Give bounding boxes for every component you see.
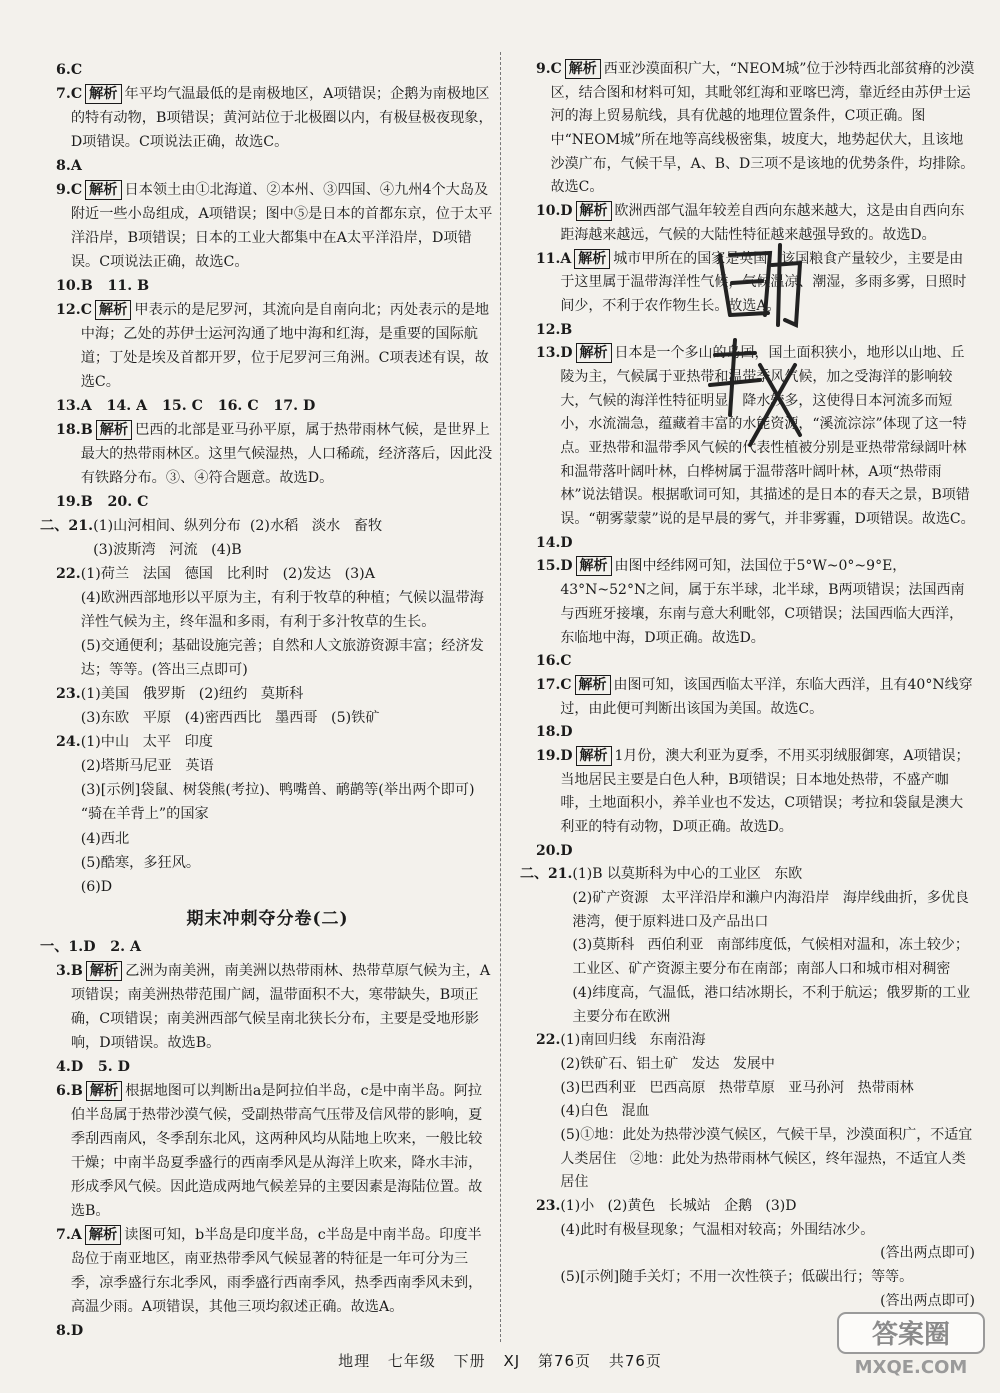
answer-choice: D bbox=[560, 345, 573, 362]
answer-entry bbox=[520, 1195, 975, 1313]
answer-line: (1)山河相间、纵列分布 (2)水稻 淡水 畜牧 bbox=[93, 518, 383, 535]
question-number: 23. bbox=[536, 1198, 561, 1214]
analysis-tag: 解析 bbox=[576, 343, 612, 363]
question-number: 12. bbox=[56, 302, 81, 319]
analysis-text: 由图中经纬网可知，法国位于5°W~0°~9°E，43°N~52°N之间，属于东半球，北半球，B两项错误；法国西南与西班牙接壤，东南与意大利毗邻，C项错误；法国西临大西洋，东临地中海，D项正确。故选D。 bbox=[560, 558, 965, 646]
footer-page: 第76页 bbox=[537, 1352, 592, 1370]
answer-note: (答出两点即可) bbox=[880, 1245, 975, 1262]
answer-line: (2)铁矿石、铝土矿 发达 发展中 bbox=[560, 1055, 775, 1072]
answer-choice: C bbox=[550, 61, 562, 77]
analysis-text: 根据地图可以判断出a是阿拉伯半岛，c是中南半岛。阿拉伯半岛属于热带沙漠气候，受副热带高气压带及信风带的影响，夏季刮西南风，冬季刮东北风，这两种风均从陆地上吹来，一般比较干燥；中南半岛夏季盛行的西南季风是从海洋上吹来，降水丰沛，形成季风气候。因此造成两地气候差异的主要因素是海陆位置。故选B。 bbox=[70, 1082, 483, 1219]
answer-body bbox=[560, 745, 975, 840]
question-number: 6. bbox=[56, 62, 71, 78]
answer-body bbox=[81, 274, 495, 298]
answer-choice: D bbox=[560, 724, 573, 741]
question-number: 19. bbox=[56, 494, 81, 511]
answer-choice: D bbox=[70, 1322, 84, 1339]
answer-line: (3)莫斯科 西伯利亚 南部纬度低，气候相对温和，冻土较少；工业区、矿产资源主要分布在南部；南部人口和城市相对稠密 bbox=[572, 937, 969, 978]
answer-body bbox=[71, 1319, 495, 1343]
question-number: 20. bbox=[536, 842, 561, 859]
answer-body bbox=[560, 1195, 975, 1313]
answer-choice: B 11. B bbox=[80, 278, 150, 295]
answer-choice: C bbox=[560, 676, 572, 693]
question-number: 18. bbox=[536, 724, 561, 741]
footer-grade: 七年级 bbox=[387, 1352, 436, 1370]
question-number: 8. bbox=[56, 1322, 71, 1339]
left-column bbox=[40, 58, 495, 1343]
answer-body bbox=[71, 154, 495, 178]
answer-line: (2)矿产资源 太平洋沿岸和濑户内海沿岸 海岸线曲折，多优良港湾，便于原料进口及产品出口 bbox=[572, 890, 969, 930]
answer-body bbox=[551, 58, 975, 200]
answer-line: (2)塔斯马尼亚 英语 bbox=[80, 758, 214, 775]
answer-line: (5)①地：此处为热带沙漠气候区，气候干旱，沙漠面积广，不适宜人类居住 ②地：此处为热带雨林气候区，终年湿热，不适宜人类居住 bbox=[560, 1126, 973, 1191]
answer-entry bbox=[40, 959, 495, 1055]
answer-body bbox=[560, 532, 975, 556]
answer-choice: C bbox=[560, 653, 572, 670]
answer-entry bbox=[520, 532, 975, 556]
answer-entry bbox=[40, 1223, 495, 1319]
answer-body bbox=[81, 394, 495, 418]
answer-body bbox=[560, 555, 975, 650]
answer-body bbox=[81, 682, 495, 730]
answer-line: (1)中山 太平 印度 bbox=[80, 734, 213, 751]
answer-choice: C bbox=[70, 86, 83, 103]
answer-entry bbox=[40, 1055, 495, 1079]
answer-body bbox=[560, 650, 975, 674]
answer-choice: A 14. A 15. C 16. C 17. D bbox=[80, 398, 316, 415]
answer-entry bbox=[520, 1029, 975, 1195]
answer-entry bbox=[40, 935, 495, 959]
question-number: 7. bbox=[56, 86, 71, 103]
analysis-tag: 解析 bbox=[85, 180, 121, 200]
analysis-tag: 解析 bbox=[85, 1225, 121, 1245]
answer-line: (5)交通便利；基础设施完善；自然和人文旅游资源丰富；经济发达；等等。(答出三点即可) bbox=[80, 638, 484, 679]
question-number: 17. bbox=[536, 676, 561, 693]
answer-choice: B bbox=[560, 321, 573, 338]
analysis-text: 甲表示的是尼罗河，其流向是自南向北；丙处表示的是地中海；乙处的苏伊士运河沟通了地中海和红海，是重要的国际航道；丁处是埃及首都开罗，位于尼罗河三角洲。C项表述有误，故选C。 bbox=[80, 302, 490, 391]
footer-subject: 地理 bbox=[338, 1352, 371, 1370]
answer-choice: D 5. D bbox=[70, 1058, 130, 1075]
answer-entry bbox=[40, 178, 495, 274]
answer-choice: A bbox=[560, 250, 572, 267]
question-number: 15. bbox=[536, 558, 561, 575]
answer-choice: A bbox=[70, 158, 82, 175]
question-number: 14. bbox=[536, 534, 561, 551]
footer-volume: 下册 bbox=[453, 1352, 486, 1370]
answer-body bbox=[93, 514, 495, 562]
answer-line: (1)B 以莫斯科为中心的工业区 东欧 bbox=[572, 866, 803, 883]
answer-line: (4)纬度高，气温低，港口结冰期长，不利于航运；俄罗斯的工业主要分布在欧洲 bbox=[572, 984, 971, 1025]
answer-entry bbox=[40, 1079, 495, 1223]
analysis-tag: 解析 bbox=[95, 300, 131, 320]
answer-entry bbox=[40, 682, 495, 730]
analysis-tag: 解析 bbox=[96, 420, 132, 440]
answer-body bbox=[71, 1079, 495, 1223]
answer-entry bbox=[40, 58, 495, 82]
answer-choice: D bbox=[560, 747, 573, 764]
watermark-url: MXQE.COM bbox=[854, 1357, 968, 1378]
analysis-text: 日本领土由①北海道、②本州、③四国、④九州4个大岛及附近一些小岛组成，A项错误；图中⑤是日本的首都东京，位于太平洋沿岸，B项错误；日本的工业大都集中在A太平洋沿岸，D项错误。C项说法正确，故选C。 bbox=[70, 182, 493, 271]
analysis-text: 1月份，澳大利亚为夏季，不用买羽绒服御寒，A项错误；当地居民主要是白色人种，B项错误；日本地处热带，不盛产咖啡，土地面积小，养羊业也不发达，C项错误；考拉和袋鼠是澳大利亚的特有动物，D项正确。故选D。 bbox=[560, 747, 970, 835]
answer-body bbox=[71, 959, 495, 1055]
answer-choice: B bbox=[80, 422, 93, 439]
answer-line: (3)巴西利亚 巴西高原 热带草原 亚马孙河 热带雨林 bbox=[560, 1079, 914, 1096]
answer-line: (3)东欧 平原 (4)密西西比 墨西哥 (5)铁矿 bbox=[80, 710, 380, 727]
watermark-text: 答案圈 bbox=[871, 1320, 951, 1350]
answer-line: (5)酷寒，多狂风。 bbox=[80, 854, 201, 871]
answer-entry bbox=[40, 1319, 495, 1343]
analysis-text: 年平均气温最低的是南极地区，A项错误；企鹅为南极地区的特有动物，B项错误；黄河站位于北极圈以内，有极昼极夜现象，D项错误。C项说法正确，故选C。 bbox=[70, 86, 493, 151]
question-number: 7. bbox=[56, 1226, 71, 1243]
question-number: 16. bbox=[536, 653, 561, 670]
answer-choice: D bbox=[560, 842, 573, 859]
answer-body bbox=[572, 863, 975, 1029]
answer-entry bbox=[40, 562, 495, 682]
analysis-tag: 解析 bbox=[85, 84, 121, 104]
question-number: 4. bbox=[56, 1058, 71, 1075]
answer-choice: A bbox=[70, 1226, 82, 1243]
answer-line: (1)美国 俄罗斯 (2)纽约 莫斯科 bbox=[80, 686, 304, 703]
question-number: 二、21. bbox=[520, 866, 573, 883]
answer-choice: C bbox=[80, 302, 92, 319]
question-number: 18. bbox=[56, 422, 81, 439]
watermark-logo bbox=[836, 1309, 986, 1379]
answer-choice: D 2. A bbox=[83, 938, 142, 955]
answer-body bbox=[83, 935, 495, 959]
answer-choice: D bbox=[560, 558, 573, 575]
answer-body bbox=[71, 178, 495, 274]
answer-choice: C bbox=[70, 62, 83, 78]
answer-body bbox=[71, 82, 495, 154]
answer-body bbox=[81, 298, 495, 394]
answer-line: (1)南回归线 东南沿海 bbox=[560, 1032, 706, 1049]
analysis-tag: 解析 bbox=[574, 249, 610, 269]
analysis-text: 由图可知，该国西临太平洋，东临大西洋，且有40°N线穿过，由此便可判断出该国为美国。故选C。 bbox=[560, 676, 973, 717]
answer-line: (1)小 (2)黄色 长城站 企鹅 (3)D bbox=[560, 1198, 797, 1214]
column-divider bbox=[500, 52, 501, 1342]
question-number: 10. bbox=[536, 203, 561, 220]
answer-body bbox=[71, 58, 495, 82]
question-number: 8. bbox=[56, 158, 71, 175]
question-number: 23. bbox=[56, 686, 81, 703]
answer-line: (4)此时有极昼现象；气温相对较高；外围结冰少。 bbox=[560, 1221, 875, 1238]
question-number: 3. bbox=[56, 962, 71, 979]
question-number: 24. bbox=[56, 734, 81, 751]
answer-choice: D bbox=[560, 534, 573, 551]
analysis-tag: 解析 bbox=[575, 675, 611, 695]
answer-line: (4)西北 bbox=[80, 830, 130, 847]
answer-line: (5)[示例]随手关灯；不用一次性筷子；低碳出行；等等。 bbox=[560, 1269, 914, 1286]
answer-body bbox=[81, 562, 495, 682]
answer-body bbox=[81, 490, 495, 514]
question-number: 22. bbox=[536, 1032, 561, 1049]
question-number: 10. bbox=[56, 278, 81, 295]
answer-body bbox=[560, 1029, 975, 1195]
answer-choice: C bbox=[70, 182, 83, 199]
answer-choice: B bbox=[70, 962, 83, 979]
answer-body bbox=[71, 1223, 495, 1319]
answer-entry bbox=[40, 274, 495, 298]
answer-body bbox=[560, 674, 975, 721]
question-number: 12. bbox=[536, 321, 561, 338]
answer-choice: B 20. C bbox=[80, 494, 149, 511]
question-number: 9. bbox=[536, 61, 551, 77]
analysis-tag: 解析 bbox=[86, 961, 122, 981]
answer-body bbox=[81, 730, 495, 898]
analysis-text: 日本是一个多山的岛国，国土面积狭小，地形以山地、丘陵为主，气候属于亚热带和温带季风气候，加之受海洋的影响较大，气候的海洋性特征明显，降水较多，这使得日本河流多而短小，水流湍急，蕴藏着丰富的水能资源，“溪流淙淙”体现了这一特点。亚热带和温带季风气候的代表性植被分别是亚热带常绿阔叶林和温带落叶阔叶林，白桦树属于温带落叶阔叶林，A项“热带雨林”说法错误。根据歌词可知，其描述的是日本的春天之景，B项错误。“朝雾蒙蒙”说的是早晨的雾气，并非雾霾，D项错误。故选C。 bbox=[560, 345, 975, 528]
answer-entry bbox=[520, 555, 975, 650]
footer-edition: XJ bbox=[503, 1352, 521, 1370]
handwritten-mark bbox=[700, 235, 820, 475]
answer-body bbox=[560, 840, 975, 864]
question-number: 22. bbox=[56, 566, 81, 583]
answer-line: (6)D bbox=[80, 878, 113, 895]
answer-entry bbox=[520, 863, 975, 1029]
answer-entry bbox=[40, 490, 495, 514]
question-number: 6. bbox=[56, 1082, 71, 1099]
section-title: 期末冲刺夺分卷(二) bbox=[186, 908, 349, 929]
answer-body bbox=[81, 418, 495, 490]
question-number: 13. bbox=[56, 398, 81, 415]
answer-line: (3)[示例]袋鼠、树袋熊(考拉)、鸭嘴兽、鸸鹋等(举出两个即可) “骑在羊背上”的国家 bbox=[80, 782, 484, 823]
answer-entry bbox=[520, 721, 975, 745]
answer-body bbox=[71, 1055, 495, 1079]
answer-choice: B bbox=[70, 1082, 83, 1099]
analysis-text: 乙洲为南美洲，南美洲以热带雨林、热带草原气候为主，A项错误；南美洲热带范围广阔，温带面积不大，寒带缺失，B项正确，C项错误；南美洲西部气候呈南北狭长分布，主要是受地形影响，D项错误。故选B。 bbox=[70, 962, 491, 1051]
answer-entry bbox=[520, 674, 975, 721]
question-number: 19. bbox=[536, 747, 561, 764]
answer-line: (4)欧洲西部地形以平原为主，有利于牧草的种植；气候以温带海洋性气候为主，终年温和多雨，有利于多汁牧草的生长。 bbox=[80, 590, 484, 631]
analysis-text: 西亚沙漠面积广大，“NEOM城”位于沙特西北部贫瘠的沙漠区，结合图和材料可知，其毗邻红海和亚喀巴湾，靠近经由苏伊士运河的海上贸易航线，具有优越的地理位置条件，C项正确。图中“NEOM城”所在地等高线极密集，坡度大，地势起伏大，且该地沙漠广布，气候干旱，A、B、D三项不是该地的优势条件，均排除。故选C。 bbox=[550, 61, 975, 196]
analysis-tag: 解析 bbox=[576, 746, 612, 766]
analysis-text: 巴西的北部是亚马孙平原，属于热带雨林气候，是世界上最大的热带雨林区。这里气候湿热，人口稀疏，经济落后，因此没有铁路分布。③、④符合题意。故选D。 bbox=[80, 422, 493, 487]
analysis-tag: 解析 bbox=[565, 59, 601, 79]
answer-line: (3)波斯湾 河流 (4)B bbox=[93, 542, 242, 559]
answer-choice: D bbox=[560, 203, 573, 220]
question-number: 13. bbox=[536, 345, 561, 362]
answer-line: (1)荷兰 法国 德国 比利时 (2)发达 (3)A bbox=[80, 566, 375, 583]
analysis-tag: 解析 bbox=[86, 1081, 122, 1101]
answer-entry bbox=[40, 154, 495, 178]
question-number: 11. bbox=[536, 250, 561, 267]
analysis-text: 读图可知，b半岛是印度半岛，c半岛是中南半岛。印度半岛位于南亚地区，南亚热带季风气候显著的特征是一年可分为三季，凉季盛行东北季风，雨季盛行西南季风，热季西南季风未到，高温少雨。A项错误，其他三项均叙述正确。故选A。 bbox=[70, 1226, 483, 1315]
analysis-tag: 解析 bbox=[576, 201, 612, 221]
footer-total: 共76页 bbox=[608, 1352, 662, 1370]
answer-entry bbox=[520, 840, 975, 864]
question-number: 9. bbox=[56, 182, 71, 199]
answer-entry bbox=[40, 418, 495, 490]
answer-entry bbox=[40, 82, 495, 154]
answer-entry bbox=[520, 745, 975, 840]
question-number: 一、1. bbox=[40, 938, 84, 955]
answer-entry bbox=[520, 58, 975, 200]
answer-body bbox=[560, 721, 975, 745]
answer-note: (答出两点即可) bbox=[880, 1292, 975, 1309]
answer-entry bbox=[40, 730, 495, 898]
question-number: 二、21. bbox=[40, 518, 94, 535]
answer-entry bbox=[40, 298, 495, 394]
answer-entry bbox=[40, 394, 495, 418]
analysis-tag: 解析 bbox=[576, 556, 612, 576]
analysis-text: 欧洲西部气温年较差自西向东越来越大，这是由自西向东距海越来越远，气候的大陆性特征越来越强导致的。故选D。 bbox=[560, 203, 965, 243]
answer-line: (4)白色 混血 bbox=[560, 1103, 650, 1120]
analysis-text: 城市甲所在的国家是英国，该国粮食产量较少，主要是由于这里属于温带海洋性气候，气候温凉、潮湿，多雨多雾，日照时间少，不利于农作物生长。故选A。 bbox=[560, 250, 967, 314]
answer-entry bbox=[40, 514, 495, 562]
answer-entry bbox=[520, 650, 975, 674]
